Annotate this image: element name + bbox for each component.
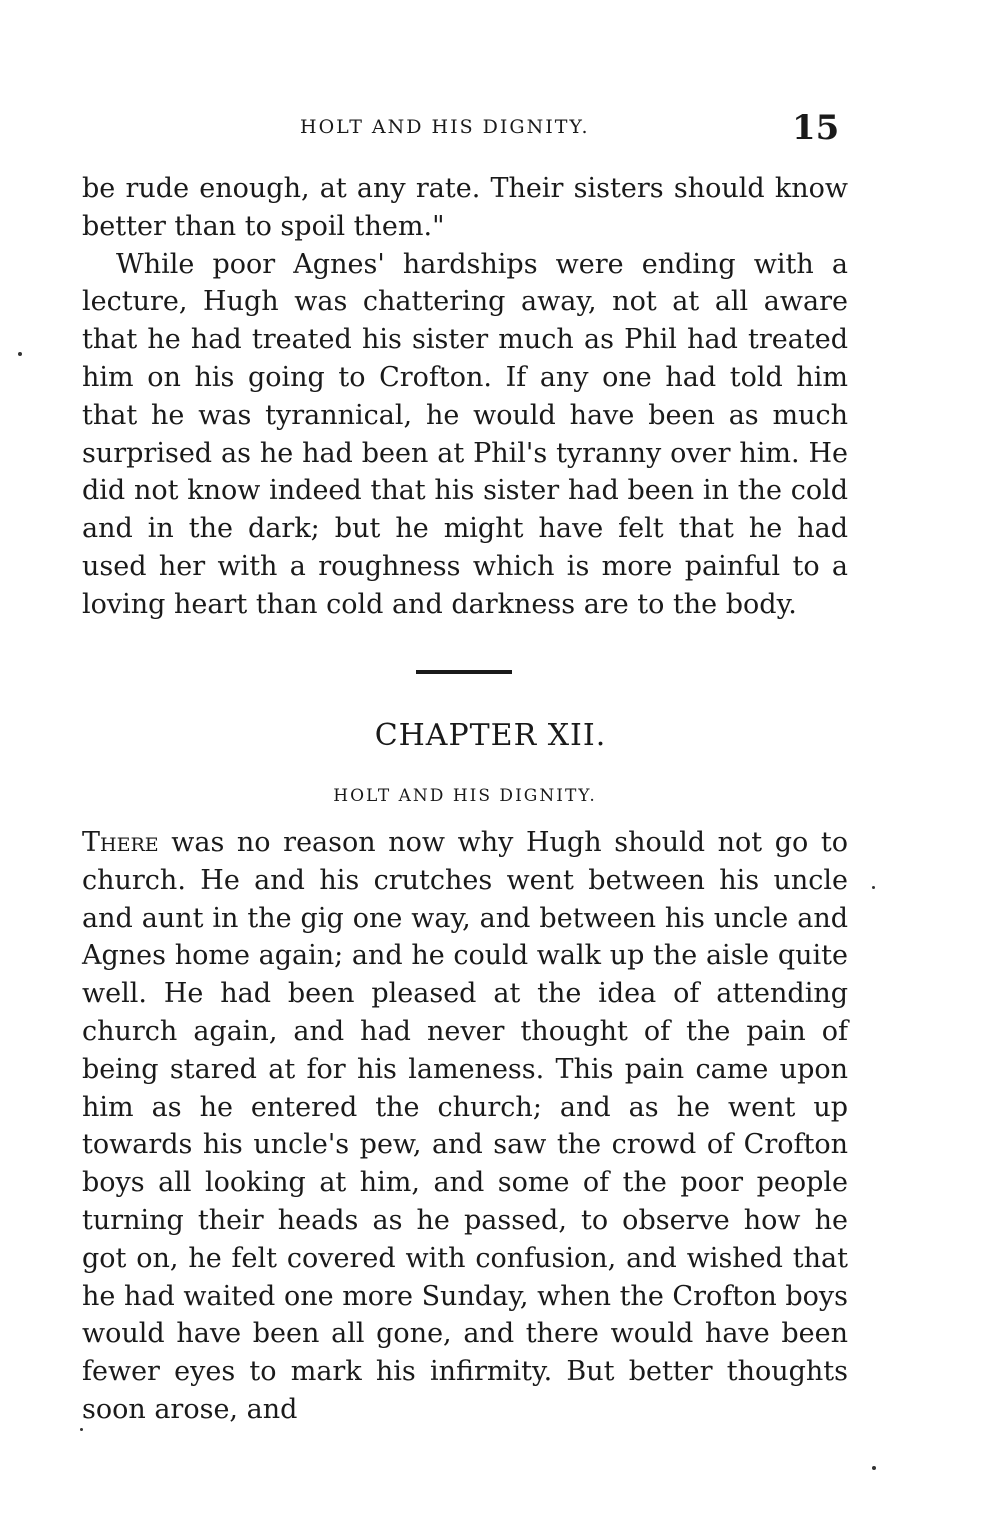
section-divider-rule [416,670,512,674]
paragraph: While poor Agnes' hardships were ending with a lecture, Hugh was chattering away, not at all aware that he had treated his sister much as Phil had treated him on his going to Crofton. If any one had told him that he was tyrannical, he would have been as much surprised as he had been at Phil's tyranny over him. He did not know indeed that his sister had been in the cold and in the dark; but he might have felt that he had used her with a roughness which is more painful to a loving heart than cold and darkness are to the body. [82,248,848,620]
paragraph: be rude enough, at any rate. Their sisters should know better than to spoil them." [82,173,848,242]
running-head: HOLT AND HIS DIGNITY. [300,116,590,138]
scan-speck [872,1466,876,1470]
chapter-paragraph [82,824,848,1429]
page-number: 15 [792,108,840,148]
lead-word: There [82,827,159,858]
scan-speck [872,886,875,889]
scan-speck [18,352,22,356]
chapter-title: CHAPTER XII. [374,718,607,753]
text-block-before-chapter [82,170,848,624]
scan-speck [80,1428,83,1431]
chapter-subtitle: HOLT AND HIS DIGNITY. [333,786,597,806]
paragraph-text: was no reason now why Hugh should not go to church. He and his crutches went between his uncle and aunt in the gig one way, and between his uncle and Agnes home again; and he could walk up the aisle quite well. He had been pleased at the idea of attending church again, and had never thought of the pain of being stared at for his lameness. This pain came upon him as he entered the church; and as he went up towards his uncle's pew, and saw the crowd of Crofton boys all looking at him, and some of the poor people turning their heads as he passed, to observe how he got on, he felt covered with confusion, and wished that he had waited one more Sunday, when the Crofton boys would have been all gone, and there would have been fewer eyes to mark his infirmity. But better thoughts soon arose, and [82,827,848,1425]
chapter-text-block [82,824,848,1429]
